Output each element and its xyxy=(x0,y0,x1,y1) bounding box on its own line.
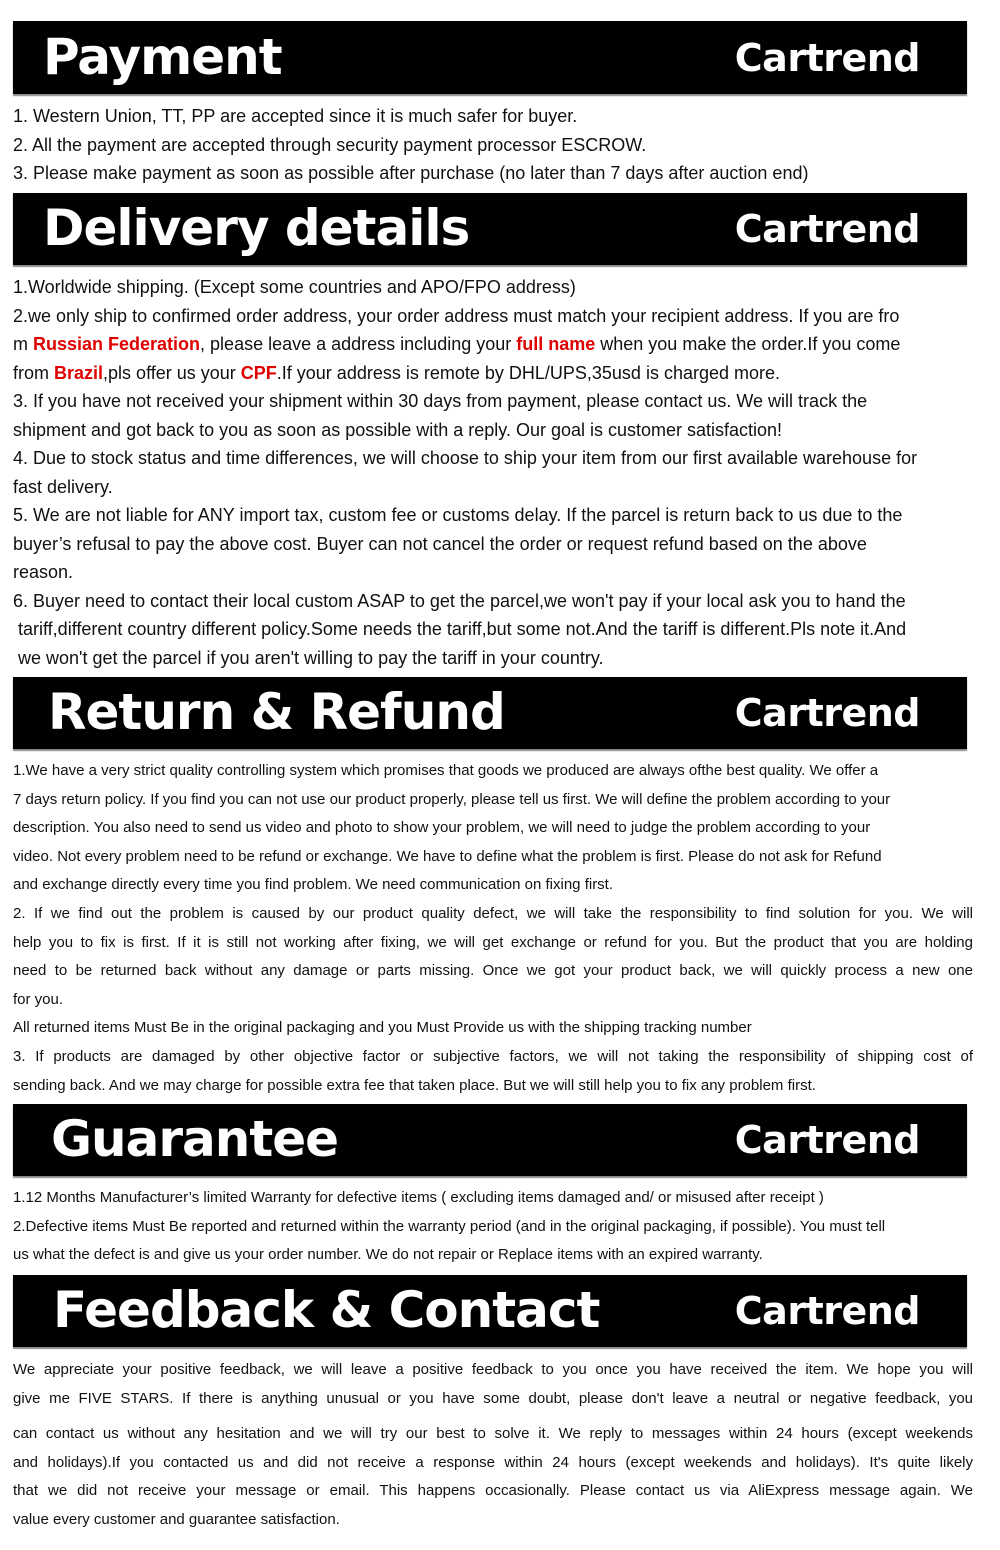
text-run: ,pls offer us your xyxy=(103,362,241,383)
text-line: 2.we only ship to confirmed order address, your order address must match your recipient address. If you are fro xyxy=(13,305,900,326)
text-line xyxy=(13,330,973,359)
text-line: need to be returned back without any damage or parts missing. Once we got your product back, we will quickly process a new one xyxy=(13,962,973,980)
guarantee-text xyxy=(13,1184,973,1270)
text-run: from xyxy=(13,362,55,383)
text-line: that we did not receive your message or email. This happens occasionally. Please contact us via AliExpress message again. We xyxy=(13,1482,973,1500)
feedback-contact-header xyxy=(13,1275,967,1347)
text-run: , please leave a address including your xyxy=(200,334,517,354)
text-line: 1. Western Union, TT, PP are accepted since it is much safer for buyer. xyxy=(13,106,578,126)
section-title: Guarantee xyxy=(51,1109,339,1168)
text-line: 1.We have a very strict quality controlling system which promises that goods we produced are always ofthe best quality. We offer a xyxy=(13,762,879,779)
text-line: we won't get the parcel if you aren't willing to pay the tariff in your country. xyxy=(13,647,604,668)
text-line: buyer’s refusal to pay the above cost. Buyer can not cancel the order or request refund based on the above xyxy=(13,533,867,554)
text-line: 2. If we find out the problem is caused by our product quality defect, we will take the responsibility to find solution for you. We will xyxy=(13,904,973,922)
text-line: shipment and got back to you as soon as possible with a reply. Our goal is customer satisfaction! xyxy=(13,419,783,440)
text-line: 4. Due to stock status and time differences, we will choose to ship your item from our first available warehouse for xyxy=(13,448,918,468)
text-line xyxy=(13,359,973,388)
text-line: 2. All the payment are accepted through security payment processor ESCROW. xyxy=(13,134,647,155)
payment-text xyxy=(13,102,973,188)
brand-label: Cartrend xyxy=(734,1118,920,1162)
text-run: .If your address is remote by DHL/UPS,35usd is charged more. xyxy=(276,362,780,383)
text-line: All returned items Must Be in the original packaging and you Must Provide us with the shipping tracking number xyxy=(13,1019,752,1037)
return-refund-header xyxy=(13,677,967,749)
highlight-russian-federation: Russian Federation xyxy=(33,334,201,354)
text-line: 3. If you have not received your shipment within 30 days from payment, please contact us. We will track the xyxy=(13,391,868,411)
brand-label: Cartrend xyxy=(734,35,920,80)
text-line: us what the defect is and give us your order number. We do not repair or Replace items with an expired warranty. xyxy=(13,1246,763,1264)
text-line: 3. Please make payment as soon as possible after purchase (no later than 7 days after auction end) xyxy=(13,163,809,183)
highlight-cpf: CPF xyxy=(240,362,277,383)
text-line: 2.Defective items Must Be reported and returned within the warranty period (and in the original packaging, if possible). You must tell xyxy=(13,1217,886,1235)
text-line: reason. xyxy=(13,562,74,582)
text-line: give me FIVE STARS. If there is anything unusual or you have some doubt, please don't leave a neutral or negative feedback, you xyxy=(13,1389,973,1407)
text-line: help you to fix is first. If it is still not working after fixing, we will get exchange or refund for you. But the product that you are holding xyxy=(13,933,973,951)
text-line: and holidays).If you contacted us and did not receive a response within 24 hours (except weekends and holidays). It's quite likely xyxy=(13,1453,973,1471)
section-title: Payment xyxy=(43,27,282,86)
brand-label: Cartrend xyxy=(734,1289,920,1333)
delivery-header xyxy=(13,193,967,265)
section-title: Return & Refund xyxy=(48,682,505,741)
text-line: sending back. And we may charge for possible extra fee that taken place. But we will still help you to fix any problem first. xyxy=(13,1076,816,1094)
text-line: and exchange directly every time you find problem. We need communication on fixing first. xyxy=(13,876,614,894)
delivery-text xyxy=(13,273,973,672)
brand-label: Cartrend xyxy=(734,691,920,735)
return-refund-text xyxy=(13,757,973,1100)
section-title: Delivery details xyxy=(43,198,470,257)
text-line: 6. Buyer need to contact their local custom ASAP to get the parcel,we won't pay if your local ask you to hand the xyxy=(13,590,906,611)
text-line: fast delivery. xyxy=(13,476,113,497)
text-line: can contact us without any hesitation and we will try our best to solve it. We reply to messages within 24 hours (except weekends xyxy=(13,1425,973,1443)
text-line: tariff,different country different policy.Some needs the tariff,but some not.And the tariff is different.Pls note it.And xyxy=(13,619,907,639)
text-line: value every customer and guarantee satisfaction. xyxy=(13,1510,340,1528)
text-line: 7 days return policy. If you find you can not use our product properly, please tell us first. We will define the problem according to your xyxy=(13,790,891,808)
brand-label: Cartrend xyxy=(734,207,920,251)
text-line: for you. xyxy=(13,990,64,1008)
text-run: m xyxy=(13,334,33,354)
guarantee-header xyxy=(13,1104,967,1176)
text-line: video. Not every problem need to be refund or exchange. We have to define what the problem is first. Please do not ask for Refund xyxy=(13,847,882,865)
text-line: description. You also need to send us video and photo to show your problem, we will need to judge the problem according to your xyxy=(13,819,871,837)
feedback-contact-text xyxy=(13,1356,973,1535)
highlight-full-name: full name xyxy=(516,334,596,354)
payment-header xyxy=(13,21,967,94)
text-run: when you make the order.If you come xyxy=(595,334,901,354)
text-line: 3. If products are damaged by other objective factor or subjective factors, we will not taking the responsibility of shipping cost of xyxy=(13,1047,973,1065)
text-line: 5. We are not liable for ANY import tax, custom fee or customs delay. If the parcel is return back to us due to the xyxy=(13,505,903,525)
section-title: Feedback & Contact xyxy=(53,1280,600,1339)
text-line: 1.Worldwide shipping. (Except some countries and APO/FPO address) xyxy=(13,277,576,297)
highlight-brazil: Brazil xyxy=(54,362,104,383)
text-line: We appreciate your positive feedback, we will leave a positive feedback to you once you have received the item. We hope you will xyxy=(13,1361,973,1378)
text-line: 1.12 Months Manufacturer’s limited Warranty for defective items ( excluding items damaged and/ or misused after receipt ) xyxy=(13,1189,824,1206)
